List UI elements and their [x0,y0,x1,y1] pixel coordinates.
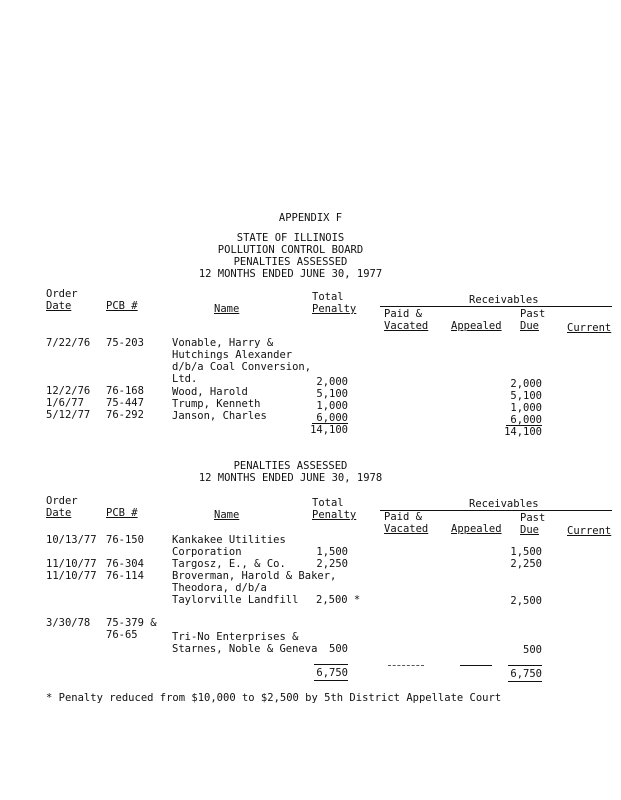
col-current: Current [567,322,612,334]
t2-total-underline-pastdue [508,681,542,682]
col-total: Total [312,291,344,303]
col-paid: Paid & [384,308,422,320]
col-order: Order [46,288,78,300]
t2-row1-name1: Kankakee Utilities [172,534,286,546]
t2-row3-date: 11/10/77 [46,570,97,582]
t1-row3-name: Trump, Kenneth [172,398,261,410]
t2-total-rule-appealed [460,665,492,666]
t1-row1-name1: Vonable, Harry & [172,337,274,349]
header-board: POLLUTION CONTROL BOARD [217,244,364,256]
header-state: STATE OF ILLINOIS [236,232,345,244]
t2-col-paid: Paid & [384,511,422,523]
t2-total-underline-penalty [314,680,348,681]
col-appealed: Appealed [451,320,502,332]
t2-row3-pastdue: 2,500 [510,595,542,607]
t2-col-vacated: Vacated [384,523,429,535]
col-date: Date [46,300,72,312]
t2-row4-pastdue: 500 [523,644,542,656]
t2-row2-penalty: 2,250 [316,558,348,570]
t2-col-pcb: PCB # [106,507,138,519]
t1-row2-pcb: 76-168 [106,385,144,397]
t2-col-past: Past [520,512,546,524]
footnote: * Penalty reduced from $10,000 to $2,500 by 5th District Appellate Court [46,692,502,704]
t2-row1-date: 10/13/77 [46,534,97,546]
t2-row3-name1: Broverman, Harold & Baker, [172,570,337,582]
col-due: Due [520,320,539,332]
t1-row4-pastdue: 6,000 [510,414,542,426]
t2-row4-pcb2: 76-65 [106,629,138,641]
col-penalty: Penalty [312,303,357,315]
t2-col-receivables: Receivables [469,498,539,510]
col-name: Name [214,303,240,315]
t2-col-penalty: Penalty [312,509,357,521]
t1-row1-date: 7/22/76 [46,337,91,349]
col-receivables: Receivables [469,294,539,306]
t2-row2-pcb: 76-304 [106,558,144,570]
t1-row1-name3: d/b/a Coal Conversion, [172,361,312,373]
t1-total-pastdue: 14,100 [504,426,542,438]
t1-row3-pastdue: 1,000 [510,402,542,414]
appendix-title: APPENDIX F [278,212,343,224]
t2-total-penalty: 6,750 [316,667,348,679]
t1-row1-name4: Ltd. [172,373,198,385]
receivables-rule [380,306,612,307]
t1-total-penalty: 14,100 [310,424,348,436]
t2-row1-penalty: 1,500 [316,546,348,558]
t2-col-due: Due [520,524,539,536]
t2-col-name: Name [214,509,240,521]
t2-row2-name: Targosz, E., & Co. [172,558,286,570]
t2-total-rule-pastdue [508,665,542,666]
t2-col-order: Order [46,495,78,507]
t2-row4-date: 3/30/78 [46,617,91,629]
t1-row2-name: Wood, Harold [172,386,248,398]
col-pcb: PCB # [106,300,138,312]
t2-row3-name2: Theodora, d/b/a [172,582,267,594]
t1-row1-penalty: 2,000 [316,376,348,388]
t1-row3-date: 1/6/77 [46,397,84,409]
t2-col-total: Total [312,497,344,509]
t2-row4-name2: Starnes, Noble & Geneva [172,643,318,655]
t2-total-pastdue: 6,750 [510,668,542,680]
t2-col-appealed: Appealed [451,523,502,535]
t1-row3-pcb: 75-447 [106,397,144,409]
t2-row4-pcb1: 75-379 & [106,617,157,629]
t2-col-date: Date [46,507,72,519]
t2-row4-name1: Tri-No Enterprises & [172,631,299,643]
col-past: Past [520,308,546,320]
t2-row2-pastdue: 2,250 [510,558,542,570]
t1-row2-date: 12/2/76 [46,385,91,397]
t1-row1-pastdue: 2,000 [510,378,542,390]
header-period: 12 MONTHS ENDED JUNE 30, 1977 [198,268,383,280]
t2-total-rule-penalty [314,664,348,665]
t2-total-rule-paid [388,665,424,666]
t2-col-current: Current [567,525,612,537]
t2-row1-pastdue: 1,500 [510,546,542,558]
t1-row4-date: 5/12/77 [46,409,91,421]
header2-period: 12 MONTHS ENDED JUNE 30, 1978 [198,472,383,484]
t1-row3-penalty: 1,000 [316,400,348,412]
header2-penalties: PENALTIES ASSESSED [233,460,348,472]
t1-row1-name2: Hutchings Alexander [172,349,293,361]
t2-row3-pcb: 76-114 [106,570,144,582]
t1-row2-pastdue: 5,100 [510,390,542,402]
t2-row4-penalty: 500 [329,643,348,655]
t1-row4-pcb: 76-292 [106,409,144,421]
t2-row3-penalty: 2,500 * [316,594,361,606]
t2-row1-name2: Corporation [172,546,242,558]
t2-row2-date: 11/10/77 [46,558,97,570]
col-vacated: Vacated [384,320,429,332]
t2-row3-name3: Taylorville Landfill [172,594,299,606]
t1-row4-penalty: 6,000 [316,412,348,424]
t1-row2-penalty: 5,100 [316,388,348,400]
header-penalties: PENALTIES ASSESSED [233,256,348,268]
t1-row4-name: Janson, Charles [172,410,267,422]
t1-row1-pcb: 75-203 [106,337,144,349]
t2-row1-pcb: 76-150 [106,534,144,546]
